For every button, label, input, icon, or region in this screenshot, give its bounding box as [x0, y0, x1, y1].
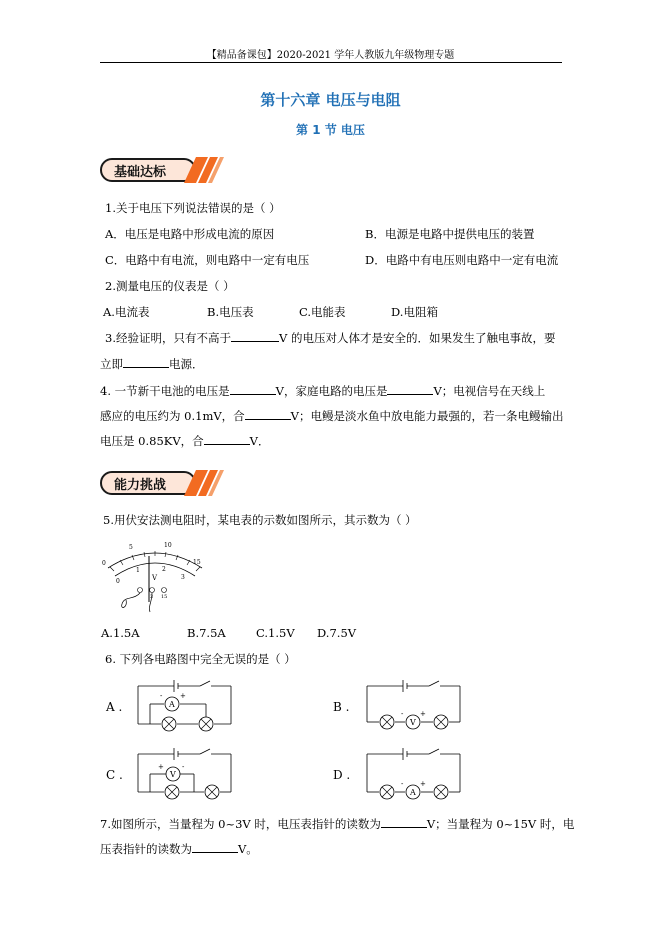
q1-stem: 1.关于电压下列说法错误的是（ ） [105, 201, 281, 215]
q3-text-3: 立即 [100, 357, 123, 371]
q4-blank-2[interactable] [387, 383, 433, 395]
q3-blank-1[interactable] [231, 330, 279, 342]
dial-outer-label-0: 0 [102, 560, 106, 567]
q2-option-d: D.电阻箱 [391, 305, 438, 319]
dial-outer-label-10: 10 [164, 542, 172, 549]
dial-inner-label-0: 0 [116, 578, 120, 585]
lead-wire-left [122, 593, 140, 607]
q2-stem: 2.测量电压的仪表是（ ） [105, 279, 235, 293]
q5-option-d: D.7.5V [317, 626, 357, 640]
meter-letter: V [410, 718, 416, 727]
q7-text-4: V。 [238, 842, 258, 856]
terminal-minus: - [160, 692, 163, 700]
dial-ticks [110, 551, 200, 571]
q5-option-a: A.1.5A [101, 626, 140, 640]
q4-text-2: V，家庭电路的电压是 [275, 384, 388, 398]
voltmeter-dial-figure [100, 538, 210, 618]
q6-stem: 6. 下列各电路图中完全无误的是（ ） [105, 652, 296, 666]
q4-blank-3[interactable] [245, 408, 291, 420]
terminal-minus: - [182, 763, 185, 771]
chapter-title: 第十六章 电压与电阻 [260, 91, 401, 109]
terminal-plus: + [420, 780, 426, 788]
q5-option-b: B.7.5A [187, 626, 226, 640]
q2-option-a: A.电流表 [103, 305, 150, 319]
q3-text-2: V 的电压对人体才是安全的．如果发生了触电事故，要 [278, 331, 556, 345]
terminal-negative-icon [138, 588, 143, 593]
q3-blank-2[interactable] [123, 356, 169, 368]
q7-text-3: 压表指针的读数为 [100, 842, 192, 856]
meter-letter: A [169, 700, 175, 709]
q4-text-1: 4. 一节新干电池的电压是 [100, 384, 230, 398]
terminal-plus: + [180, 692, 186, 700]
dial-outer-label-5: 5 [129, 544, 133, 551]
q6-option-c-label: C . [106, 768, 123, 782]
dial-unit-label: V [152, 574, 158, 582]
q6-option-d-label: D . [333, 768, 351, 782]
terminal-plus: + [420, 710, 426, 718]
q4-line1 [100, 383, 545, 399]
circuit-d [365, 742, 465, 804]
q3-text-4: 电源． [169, 357, 204, 371]
banner-ability [100, 468, 224, 498]
q4-line2 [100, 408, 563, 424]
q2-option-c: C.电能表 [299, 305, 346, 319]
q4-text-7: V． [249, 434, 270, 448]
q7-line1 [100, 816, 574, 832]
q7-blank-1[interactable] [381, 816, 427, 828]
q7-text-1: 7.如图所示，当量程为 0~3V 时，电压表指针的读数为 [100, 817, 381, 831]
circuit-b [365, 674, 465, 734]
q4-text-4: 感应的电压约为 0.1mV，合 [100, 409, 245, 423]
section-title: 第 1 节 电压 [296, 123, 365, 137]
meter-letter: A [410, 788, 416, 797]
q4-text-3: V；电视信号在天线上 [433, 384, 546, 398]
q4-line3 [100, 433, 269, 449]
banner-stripes-icon [184, 155, 224, 185]
banner-stripes-icon [184, 468, 224, 498]
circuit-a [136, 674, 236, 734]
dial-inner-label-3: 3 [181, 574, 185, 581]
dial-inner-label-1: 1 [136, 567, 140, 574]
q4-blank-1[interactable] [230, 383, 276, 395]
terminal-15-icon [162, 588, 167, 593]
terminal-3-icon [150, 588, 155, 593]
terminal-label-3: 3 [150, 594, 154, 600]
q4-text-5: V；电鳗是淡水鱼中放电能力最强的，若一条电鳗输出 [290, 409, 564, 423]
q4-blank-4[interactable] [204, 433, 250, 445]
q5-stem: 5.用伏安法测电阻时，某电表的示数如图所示，其示数为（ ） [103, 513, 417, 527]
q7-line2 [100, 841, 258, 857]
dial-inner-label-2: 2 [162, 566, 166, 573]
q6-option-a-label: A . [106, 700, 123, 714]
q7-text-2: V；当量程为 0~15V 时，电 [426, 817, 575, 831]
meter-letter: V [170, 770, 176, 779]
terminal-label-15: 15 [161, 594, 168, 600]
banner-ability-label: 能力挑战 [114, 478, 167, 493]
header-divider [100, 62, 562, 63]
q5-option-c: C.1.5V [256, 626, 295, 640]
circuit-c [136, 742, 236, 804]
dial-outer-label-15: 15 [193, 559, 201, 566]
q6-option-b-label: B . [333, 700, 350, 714]
terminal-plus: + [158, 763, 164, 771]
q3-line2 [100, 356, 204, 372]
q1-option-d: D．电路中有电压则电路中一定有电流 [365, 253, 559, 267]
q1-option-b: B．电源是电路中提供电压的装置 [365, 227, 535, 241]
terminal-minus: - [401, 710, 404, 718]
switch-arm [200, 681, 210, 686]
page-header: 【精品备课包】2020-2021 学年人教版九年级物理专题 [206, 50, 455, 61]
q3-text-1: 3.经验证明，只有不高于 [105, 331, 231, 345]
q2-option-b: B.电压表 [207, 305, 254, 319]
banner-basic-label: 基础达标 [114, 165, 167, 180]
q4-text-6: 电压是 0.85KV，合 [100, 434, 204, 448]
terminal-minus: - [401, 780, 404, 788]
banner-basic [100, 155, 224, 185]
q1-option-c: C．电路中有电流，则电路中一定有电压 [105, 253, 310, 267]
q3-line1 [105, 330, 555, 346]
q1-option-a: A．电压是电路中形成电流的原因 [105, 227, 275, 241]
q7-blank-2[interactable] [192, 841, 238, 853]
